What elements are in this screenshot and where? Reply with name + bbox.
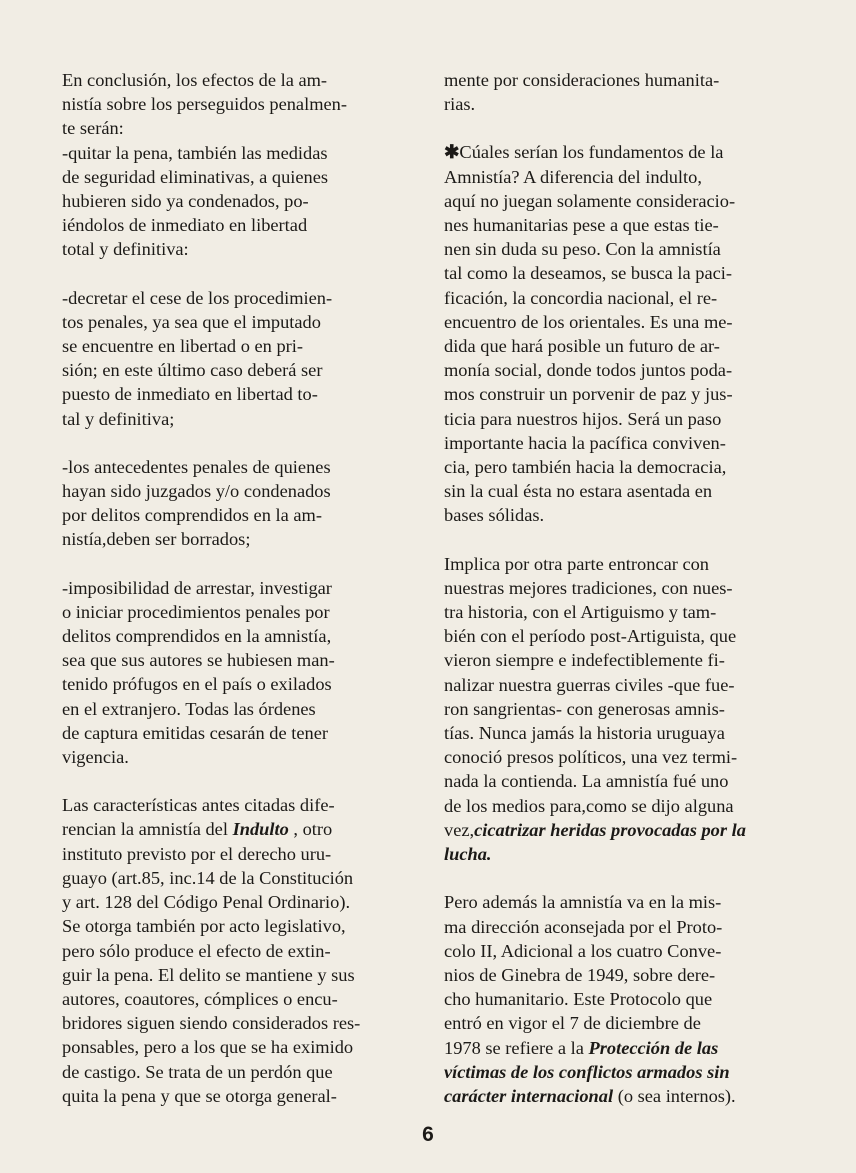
left-column (62, 68, 418, 1108)
emphasis-proteccion: Protección de las víctimas de los conflictos armados sin carácter internacional (444, 1037, 730, 1106)
paragraph-conclusion: En conclusión, los efectos de la am- nistía sobre los perseguidos penalmen- te serán: (62, 70, 347, 139)
list-item-imposibilidad-arresto: -imposibilidad de arrestar, investigar o iniciar procedimientos penales por delitos comprendidos en la amnistía, sea que sus autores se hubiesen man- tenido prófugos en el país o exilados en el extranjero. Todas las órdenes de captura emitidas cesarán de tener vigencia. (62, 577, 335, 768)
paragraph-caracteristicas (62, 793, 418, 1108)
text-segment: Las características antes citadas dife- rencian la amnistía del (62, 795, 335, 840)
paragraph-tradiciones (444, 552, 824, 867)
page-number: 6 (422, 1123, 434, 1146)
list-item-antecedentes: -los antecedentes penales de quienes hayan sido juzgados y/o condenados por delitos comprendidos en la am- nistía,deben ser borrados; (62, 456, 331, 550)
text-segment: (o sea internos). (613, 1085, 736, 1106)
asterisk-bullet-icon: ✱ (444, 142, 460, 163)
paragraph-protocolo (444, 890, 824, 1108)
emphasis-indulto: Indulto (232, 819, 289, 840)
right-column (444, 68, 824, 1108)
emphasis-cicatrizar: cicatrizar heridas provocadas por la lucha. (444, 819, 746, 865)
list-item-cese-procedimientos: -decretar el cese de los procedimien- tos penales, ya sea que el imputado se encuentre en libertad o en pri- sión; en este último caso deberá ser puesto de inmediato en libertad to- tal y definitiva; (62, 287, 333, 429)
paragraph-continuation: mente por consideraciones humanita- rias. (444, 70, 720, 115)
list-item-quitar-pena: -quitar la pena, también las medidas de seguridad eliminativas, a quienes hubieren sido ya condenados, po- iéndolos de inmediato en libertad total y definitiva: (62, 142, 329, 260)
paragraph-fundamentos (444, 140, 824, 527)
text-segment: , otro instituto previsto por el derecho uru- guayo (art.85, inc.14 de la Constitución y art. 128 del Código Penal Ordinario). Se otorga también por acto legislativo, pero sólo produce el efecto de extin- guir la pena. El delito se mantiene y sus autores, coautores, cómplices o encu- bridores siguen siendo considerados res- ponsables, pero a los que se ha eximido de castigo. Se trata de un perdón que quita la pena y que se otorga general- (62, 819, 361, 1106)
text-segment: Implica por otra parte entroncar con nuestras mejores tradiciones, con nues- tra historia, con el Artiguismo y tam- bién con el período post-Artiguista, que vieron siempre e indefectiblemente fi- nalizar nuestra guerras civiles -que fue- ron sangrientas- con generosas amnis- tías. Nunca jamás la historia uruguaya conoció presos políticos, una vez termi- nada la contienda. La amnistía fué uno de los medios para,como se dijo alguna vez, (444, 553, 738, 840)
text-segment: Cúales serían los fundamentos de la Amnistía? A diferencia del indulto, aquí no juegan solamente consideracio- nes humanitarias pese a que estas tie- nen sin duda su peso. Con la amnistía tal como la deseamos, se busca la paci- ficación, la concordia nacional, el re- encuentro de los orientales. Es una me- dida que hará posible un futuro de ar- monía social, donde todos juntos poda- mos construir un porvenir de paz y jus- ticia para nuestros hijos. Será un paso importante hacia la pacífica conviven- cia, pero también hacia la democracia, sin la cual ésta no estara asentada en bases sólidas. (444, 142, 736, 526)
text-segment: Pero además la amnistía va en la mis- ma dirección aconsejada por el Proto- colo II, Adicional a los cuatro Conve- nios de Ginebra de 1949, sobre dere- cho humanitario. Este Protocolo que entró en vigor el 7 de diciembre de 1978 se refiere a la (444, 892, 723, 1058)
